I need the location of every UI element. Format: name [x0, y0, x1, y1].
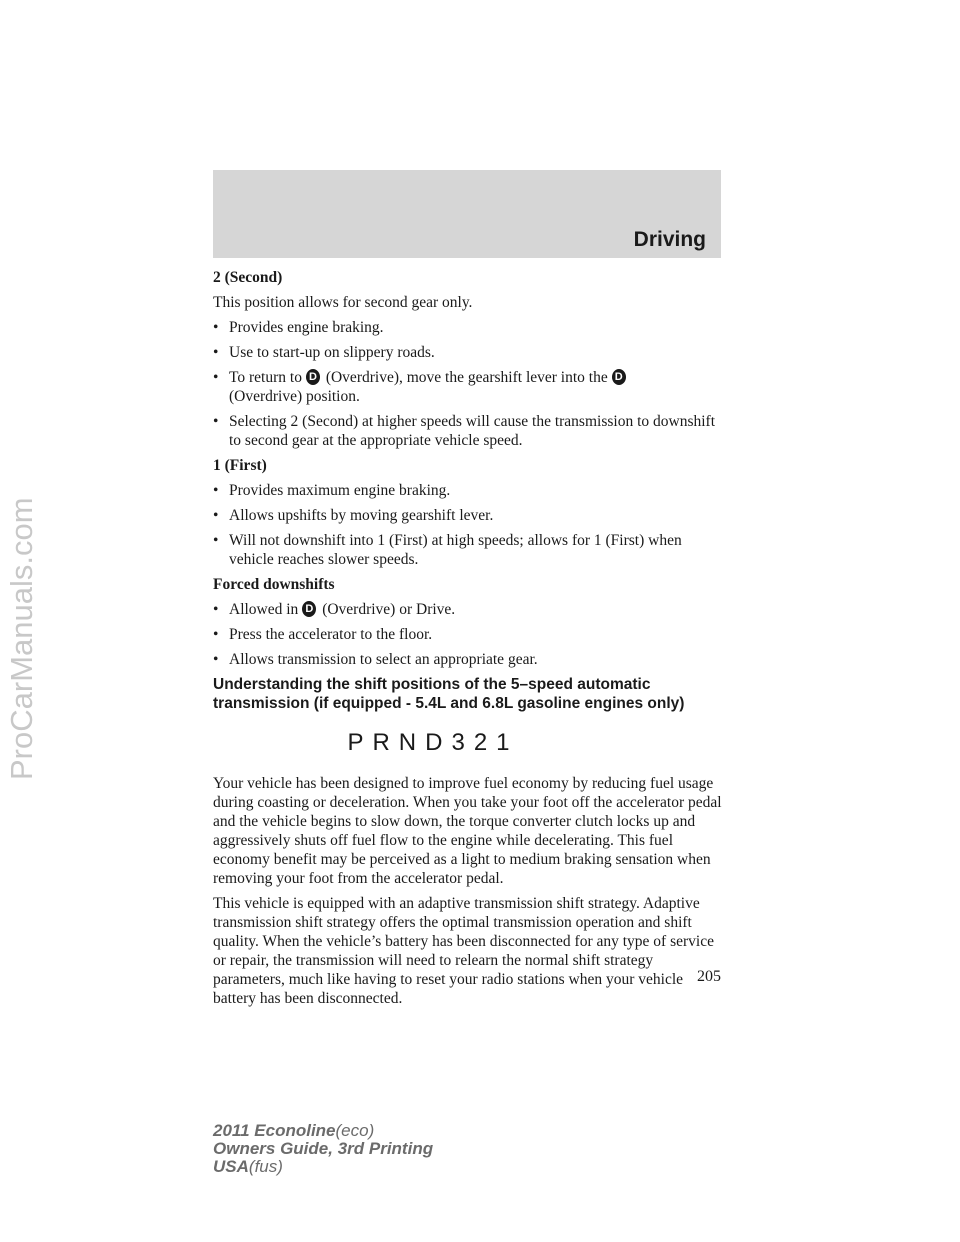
list-item: • Will not downshift into 1 (First) at high speeds; allows for 1 (First) when vehicle reaches slower speeds. [213, 531, 723, 569]
footer-region-code: (fus) [248, 1157, 283, 1176]
section-title: Driving [633, 228, 706, 251]
overdrive-icon [306, 369, 320, 385]
footer-model: 2011 Econoline [213, 1121, 336, 1140]
overdrive-icon [612, 369, 626, 385]
footer [213, 1122, 433, 1176]
page-content [213, 268, 723, 1014]
list-item: • Allows upshifts by moving gearshift lever. [213, 506, 723, 525]
list-item: • Allows transmission to select an appropriate gear. [213, 650, 723, 669]
list-item: • Use to start-up on slippery roads. [213, 343, 723, 362]
forced-downshifts-heading: Forced downshifts [213, 576, 335, 593]
bullet-text: Allowed in [229, 601, 299, 618]
list-item: • Selecting 2 (Second) at higher speeds will cause the transmission to downshift to second gear at the appropriate vehicle speed. [213, 412, 723, 450]
second-heading: 2 (Second) [213, 269, 283, 286]
adaptive-shift-paragraph: This vehicle is equipped with an adaptive transmission shift strategy. Adaptive transmission shift strategy offers the optimal transmission operation and shift quality. When the vehicle’s battery has been disconnected for any type of service or repair, the transmission will need to relearn the normal shift strategy parameters, much like having to reset your radio stations when your vehicle battery has been disconnected. [213, 895, 714, 1007]
gear-indicator-prnd321: PRND321 [347, 729, 519, 756]
list-item: • Provides engine braking. [213, 318, 723, 337]
understanding-heading: Understanding the shift positions of the 5–speed automatic transmission (if equipped - 5.4L and 6.8L gasoline engines only) [213, 676, 685, 712]
list-item [213, 368, 723, 406]
fuel-economy-paragraph: Your vehicle has been designed to improve fuel economy by reducing fuel usage during coasting or deceleration. When you take your foot off the accelerator pedal and the vehicle begins to slow down, the torque converter clutch locks up and aggressively shuts off fuel flow to the engine while decelerating. This fuel economy benefit may be perceived as a light to medium braking sensation when removing your foot from the accelerator pedal. [213, 775, 722, 887]
bullet-text: (Overdrive) or Drive. [322, 601, 456, 618]
bullet-text: (Overdrive) position. [229, 388, 360, 405]
page-number: 205 [697, 968, 721, 985]
second-intro: This position allows for second gear only. [213, 294, 473, 311]
footer-guide: Owners Guide, 3rd Printing [213, 1139, 434, 1158]
list-item: • Provides maximum engine braking. [213, 481, 723, 500]
list-item [213, 600, 723, 619]
footer-region: USA [213, 1157, 249, 1176]
overdrive-icon [302, 601, 316, 617]
list-item: • Press the accelerator to the floor. [213, 625, 723, 644]
footer-model-code: (eco) [335, 1121, 375, 1140]
bullet-text: To return to [229, 369, 302, 386]
watermark: ProCarManuals.com [4, 497, 39, 780]
first-heading: 1 (First) [213, 457, 267, 474]
bullet-text: (Overdrive), move the gearshift lever into the [325, 369, 608, 386]
section-header [213, 170, 721, 258]
